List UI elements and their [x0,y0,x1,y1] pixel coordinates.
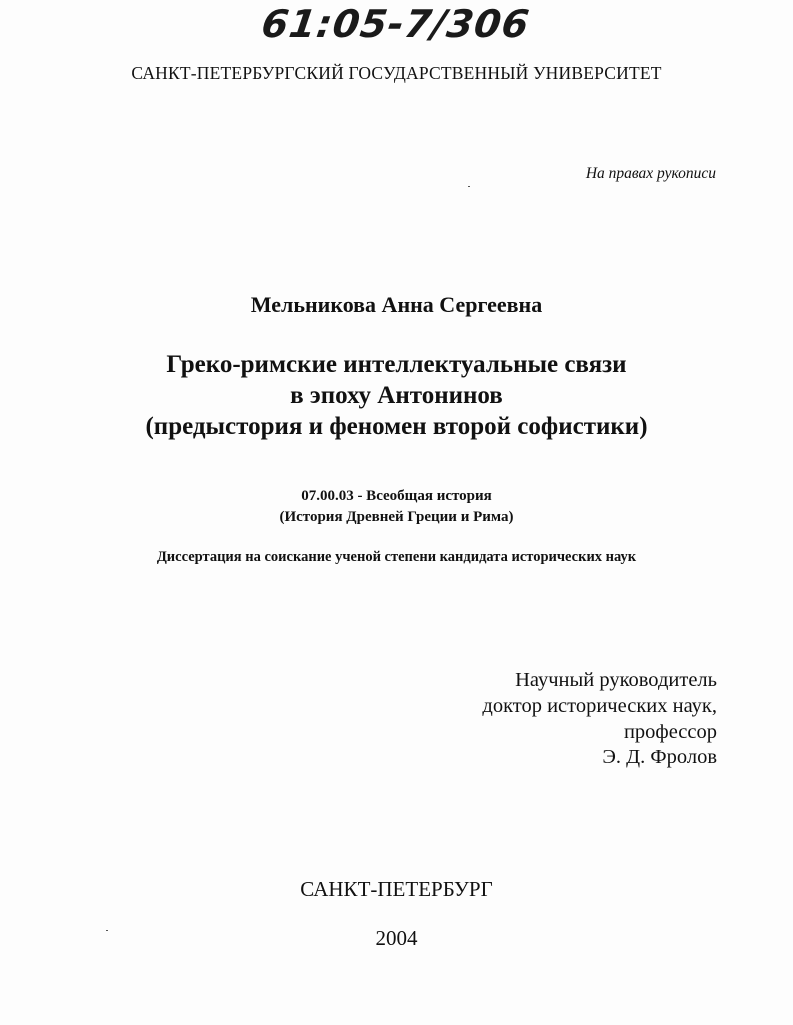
supervisor-rank: профессор [623,721,717,743]
specialty-subfield: (История Древней Греции и Рима) [279,509,514,525]
archive-code-handwritten: 61:05-7/306 [258,2,533,46]
year: 2004 [375,926,418,950]
thesis-title-line-2: в эпоху Антонинов [290,382,503,409]
rights-note: На правах рукописи [585,165,716,182]
city: САНКТ-ПЕТЕРБУРГ [300,877,493,901]
scan-speck [468,186,470,187]
supervisor-role: Научный руководитель [515,669,717,691]
author-name: Мельникова Анна Сергеевна [250,292,543,317]
thesis-title-line-3: (предыстория и феномен второй софистики) [145,413,648,440]
specialty-code: 07.00.03 - Всеобщая история [301,488,492,504]
supervisor-degree: доктор исторических наук, [482,695,717,717]
university-name: САНКТ-ПЕТЕРБУРГСКИЙ ГОСУДАРСТВЕННЫЙ УНИВЕРСИТЕТ [131,63,662,83]
supervisor-name: Э. Д. Фролов [602,746,717,768]
dissertation-statement: Диссертация на соискание ученой степени кандидата исторических наук [156,549,637,565]
thesis-title-line-1: Греко-римские интеллектуальные связи [166,351,627,378]
